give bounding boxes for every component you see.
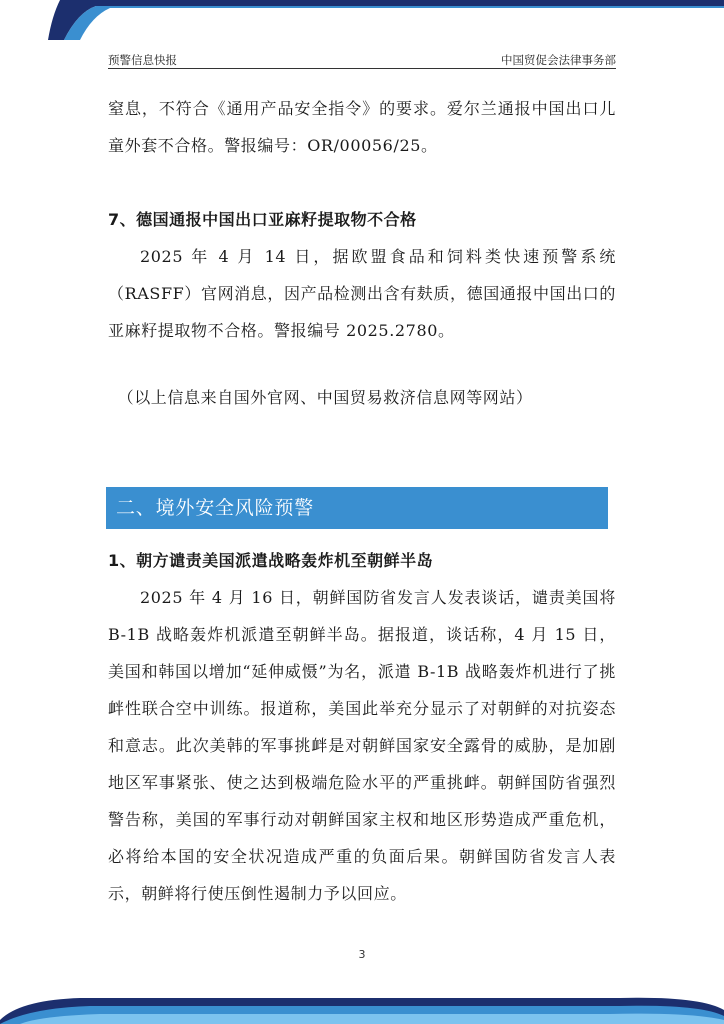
item-7-body: 2025 年 4 月 14 日，据欧盟食品和饲料类快速预警系统（RASFF）官网消息，因产品检测出含有麸质，德国通报中国出口的亚麻籽提取物不合格。警报编号 2025.2780。 <box>108 247 616 340</box>
page-content <box>108 90 616 416</box>
item-7-title: 7、德国通报中国出口亚麻籽提取物不合格 <box>108 210 417 229</box>
header-left-title: 预警信息快报 <box>108 53 177 67</box>
section-2-banner: 二、境外安全风险预警 <box>106 487 608 529</box>
continuation-paragraph: 窒息，不符合《通用产品安全指令》的要求。爱尔兰通报中国出口儿童外套不合格。警报编号：OR/00056/25。 <box>108 99 616 155</box>
section-2-content <box>108 542 616 912</box>
header-right-organization: 中国贸促会法律事务部 <box>501 53 616 67</box>
top-decorative-wave <box>0 0 724 40</box>
page-number: 3 <box>358 948 366 961</box>
source-note: （以上信息来自国外官网、中国贸易救济信息网等网站） <box>117 388 533 407</box>
item-1-body: 2025 年 4 月 16 日，朝鲜国防省发言人发表谈话，谴责美国将 B-1B 战略轰炸机派遣至朝鲜半岛。据报道，谈话称，4 月 15 日，美国和韩国以增加“延伸威慑”为名，派遣 B-1B 战略轰炸机进行了挑衅性联合空中训练。报道称，美国此举充分显示了对朝鲜的对抗姿态和意志。此次美韩的军事挑衅是对朝鲜国家安全露骨的威胁，是加剧地区军事紧张、使之达到极端危险水平的严重挑衅。朝鲜国防省强烈警告称，美国的军事行动对朝鲜国家主权和地区形势造成严重危机，必将给本国的安全状况造成严重的负面后果。朝鲜国防省发言人表示，朝鲜将行使压倒性遏制力予以回应。 <box>108 588 616 903</box>
item-1-title: 1、朝方谴责美国派遣战略轰炸机至朝鲜半岛 <box>108 551 434 570</box>
bottom-decorative-wave <box>0 990 724 1024</box>
header-divider <box>108 68 616 69</box>
